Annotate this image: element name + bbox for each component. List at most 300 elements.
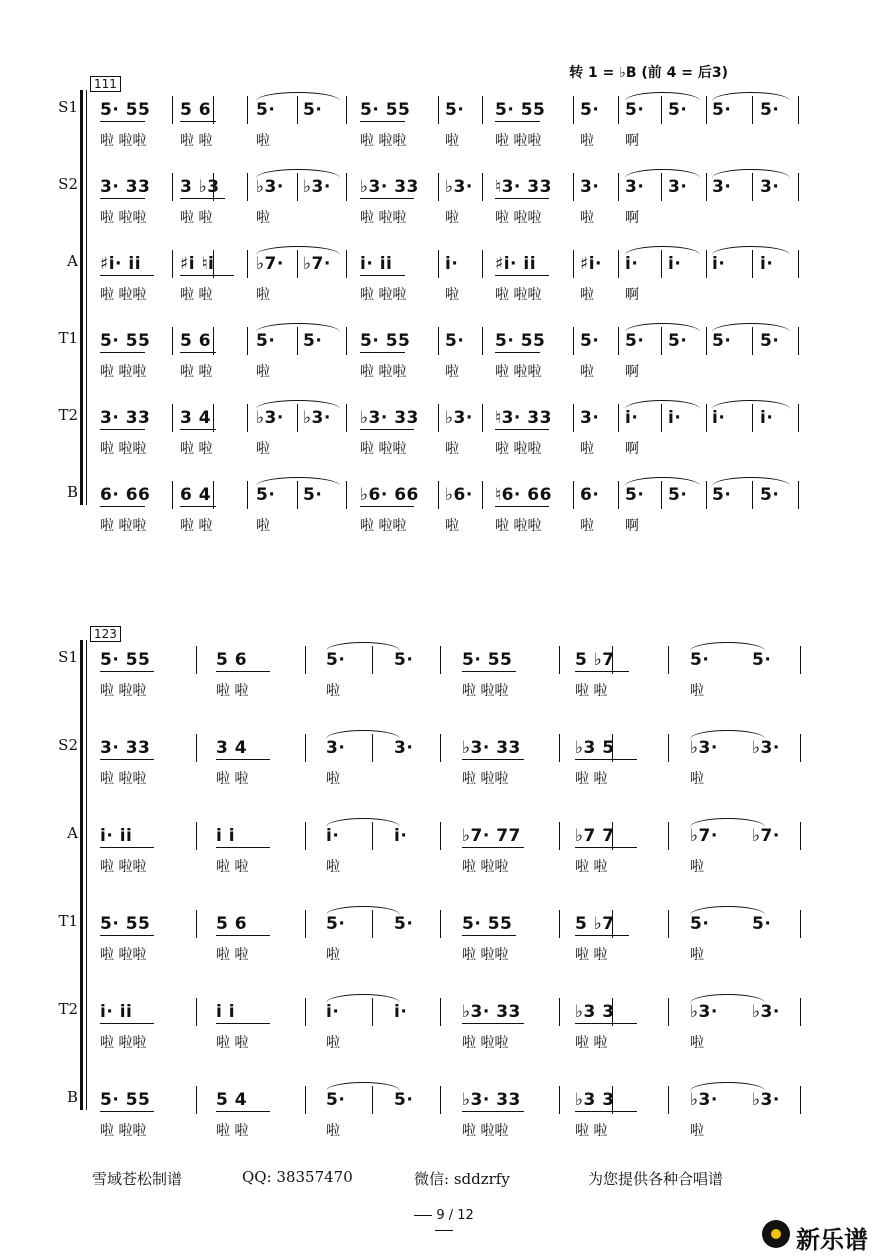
voice-part-a: [0, 822, 888, 892]
tie-slur: [625, 169, 700, 178]
note-group: ♭3 5: [575, 738, 615, 758]
tie-slur: [625, 477, 700, 486]
tie-slur: [326, 906, 400, 915]
tie-slur: [256, 92, 340, 101]
beam-underline: [462, 759, 524, 760]
note-group: ♯i· ii: [100, 254, 142, 274]
bar-line: [438, 481, 439, 509]
bar-line: [440, 1086, 441, 1114]
beam-underline: [360, 352, 405, 353]
lyric: 啦 啦: [216, 771, 249, 787]
slogan: 为您提供各种合唱谱: [588, 1170, 724, 1188]
lyric: 啦 啦啦: [495, 364, 542, 380]
note-group: ♭3·: [303, 408, 331, 428]
note-group: 6·: [580, 485, 600, 505]
lyric: 啦: [580, 518, 594, 534]
lyric: 啦 啦啦: [360, 441, 407, 457]
lyric: 啦 啦啦: [462, 683, 509, 699]
tie-slur: [712, 323, 790, 332]
lyric: 啦 啦: [180, 133, 213, 149]
voice-part-t2: [0, 404, 888, 474]
bar-line: [247, 481, 248, 509]
note-group: 5·: [580, 100, 600, 120]
lyric: 啦 啦啦: [100, 287, 147, 303]
tie-slur: [256, 323, 340, 332]
voice-part-t1: [0, 910, 888, 980]
lyric: 啦: [445, 518, 459, 534]
lyric: 啦 啦: [575, 771, 608, 787]
bar-line: [706, 404, 707, 432]
note-group: i i: [216, 1002, 236, 1022]
maker-credit: 雪域苍松制谱: [92, 1170, 183, 1188]
note-group: ♭6· 66: [360, 485, 419, 505]
note-group: i·: [668, 408, 682, 428]
bar-line: [440, 910, 441, 938]
note-group: ♭3·: [752, 1090, 780, 1110]
bar-line: [800, 998, 801, 1026]
note-group: ♭3· 33: [462, 1090, 521, 1110]
note-group: i·: [625, 408, 639, 428]
page-number: [404, 1208, 484, 1238]
note-group: 5·: [760, 100, 780, 120]
note-group: 5·: [752, 650, 772, 670]
bar-line: [798, 96, 799, 124]
note-group: ♭7·: [752, 826, 780, 846]
bar-line: [305, 646, 306, 674]
lyric: 啦 啦啦: [100, 683, 147, 699]
bar-line: [172, 173, 173, 201]
note-group: 5 ♭7: [575, 650, 615, 670]
note-group: 5 6: [216, 650, 248, 670]
lyric: 啦: [445, 364, 459, 380]
note-group: ♭7·: [256, 254, 284, 274]
bar-line: [668, 998, 669, 1026]
beam-underline: [575, 759, 637, 760]
note-group: ♭7· 77: [462, 826, 521, 846]
tie-slur: [256, 477, 340, 486]
bar-line: [213, 327, 214, 355]
lyric: 啦: [445, 210, 459, 226]
note-group: ♯i ♮i: [180, 254, 215, 274]
bar-line: [573, 481, 574, 509]
beam-underline: [216, 935, 270, 936]
note-group: ♭7 7: [575, 826, 615, 846]
part-label: A: [67, 252, 78, 270]
lyric: 啦 啦啦: [360, 210, 407, 226]
bar-line: [559, 910, 560, 938]
bar-line: [438, 173, 439, 201]
lyric: 啦 啦: [180, 441, 213, 457]
measure-number: 123: [90, 626, 121, 642]
lyric: 啦 啦啦: [100, 859, 147, 875]
lyric: 啦 啦: [575, 859, 608, 875]
note-group: ♮6· 66: [495, 485, 552, 505]
bar-line: [247, 96, 248, 124]
bar-line: [559, 822, 560, 850]
bar-line: [800, 822, 801, 850]
note-group: 5 ♭7: [575, 914, 615, 934]
lyric: 啦 啦啦: [360, 287, 407, 303]
lyric: 啦: [326, 1035, 340, 1051]
lyric: 啦 啦啦: [100, 210, 147, 226]
tie-slur: [256, 246, 340, 255]
voice-part-a: [0, 250, 888, 320]
lyric: 啦 啦啦: [495, 287, 542, 303]
bar-line: [172, 250, 173, 278]
lyric: 啦 啦啦: [360, 364, 407, 380]
beam-underline: [216, 759, 270, 760]
note-group: 3·: [580, 408, 600, 428]
bar-line: [172, 481, 173, 509]
note-group: i· ii: [100, 826, 133, 846]
bar-line: [440, 822, 441, 850]
tie-slur: [625, 246, 700, 255]
key-modulation: 转 1 = ♭B (前 4 = 后3): [569, 65, 728, 81]
beam-underline: [100, 275, 154, 276]
lyric: 啦 啦: [180, 287, 213, 303]
record-disc-icon: [762, 1220, 790, 1248]
note-group: 3·: [760, 177, 780, 197]
bar-line: [247, 173, 248, 201]
tie-slur: [712, 92, 790, 101]
note-group: ♭3·: [690, 738, 718, 758]
beam-underline: [360, 198, 414, 199]
beam-underline: [495, 506, 549, 507]
note-group: 5·: [712, 331, 732, 351]
bar-line: [346, 404, 347, 432]
note-group: 5·: [303, 331, 323, 351]
bar-line: [172, 96, 173, 124]
bar-line: [618, 481, 619, 509]
bar-line: [482, 404, 483, 432]
part-label: T2: [58, 406, 78, 424]
beam-underline: [100, 1023, 154, 1024]
note-group: 5·: [256, 331, 276, 351]
note-group: 3·: [712, 177, 732, 197]
beam-underline: [462, 671, 516, 672]
bar-line: [668, 910, 669, 938]
voice-part-b: [0, 481, 888, 551]
beam-underline: [100, 1111, 154, 1112]
note-group: ♮3· 33: [495, 408, 552, 428]
bar-line: [800, 734, 801, 762]
bar-line: [440, 998, 441, 1026]
note-group: ♭3 3: [575, 1002, 615, 1022]
bar-line: [213, 404, 214, 432]
lyric: 啦 啦啦: [100, 1035, 147, 1051]
note-group: 5· 55: [495, 100, 546, 120]
beam-underline: [462, 1023, 524, 1024]
bar-line: [573, 250, 574, 278]
tie-slur: [625, 92, 700, 101]
note-group: 5·: [625, 331, 645, 351]
lyric: 啊: [625, 133, 639, 149]
bar-line: [618, 404, 619, 432]
bar-line: [346, 250, 347, 278]
bar-line: [706, 96, 707, 124]
lyric: 啦 啦啦: [360, 133, 407, 149]
lyric: 啦 啦: [575, 683, 608, 699]
tie-slur: [690, 994, 765, 1003]
lyric: 啊: [625, 518, 639, 534]
lyric: 啦: [690, 859, 704, 875]
lyric: 啦: [326, 771, 340, 787]
lyric: 啦 啦: [575, 1123, 608, 1139]
beam-underline: [180, 506, 216, 507]
beam-underline: [100, 759, 154, 760]
tie-slur: [256, 400, 340, 409]
bar-line: [618, 96, 619, 124]
beam-underline: [100, 429, 145, 430]
bar-line: [706, 250, 707, 278]
beam-underline: [100, 671, 154, 672]
lyric: 啦 啦啦: [462, 947, 509, 963]
lyric: 啦: [326, 683, 340, 699]
lyric: 啦: [256, 441, 270, 457]
bar-line: [559, 646, 560, 674]
part-label: B: [66, 483, 78, 501]
lyric: 啦: [445, 287, 459, 303]
lyric: 啦 啦: [216, 1123, 249, 1139]
note-group: ♮3· 33: [495, 177, 552, 197]
bar-line: [196, 734, 197, 762]
tie-slur: [326, 642, 400, 651]
lyric: 啦 啦啦: [100, 1123, 147, 1139]
note-group: 5·: [668, 100, 688, 120]
note-group: 5·: [712, 485, 732, 505]
lyric: 啦: [256, 287, 270, 303]
note-group: 5· 55: [100, 100, 151, 120]
bar-line: [482, 250, 483, 278]
lyric: 啦: [256, 133, 270, 149]
note-group: 3· 33: [100, 408, 151, 428]
beam-underline: [575, 671, 629, 672]
note-group: 3·: [580, 177, 600, 197]
beam-underline: [180, 275, 234, 276]
lyric: 啦 啦啦: [495, 441, 542, 457]
note-group: 5·: [668, 485, 688, 505]
lyric: 啦: [690, 1123, 704, 1139]
bar-line: [247, 404, 248, 432]
note-group: i·: [668, 254, 682, 274]
bar-line: [798, 481, 799, 509]
note-group: ♯i·: [580, 254, 603, 274]
note-group: 5·: [760, 485, 780, 505]
note-group: 5·: [256, 100, 276, 120]
lyric: 啦 啦啦: [495, 210, 542, 226]
tie-slur: [712, 246, 790, 255]
bar-line: [196, 1086, 197, 1114]
bar-line: [618, 173, 619, 201]
bar-line: [196, 910, 197, 938]
bar-line: [346, 96, 347, 124]
beam-underline: [360, 429, 414, 430]
beam-underline: [100, 935, 154, 936]
tie-slur: [625, 400, 700, 409]
note-group: 5 6: [180, 100, 212, 120]
beam-underline: [100, 352, 145, 353]
part-label: T1: [58, 329, 78, 347]
part-label: S2: [58, 736, 78, 754]
beam-underline: [575, 847, 637, 848]
beam-underline: [100, 121, 145, 122]
note-group: 5· 55: [100, 914, 151, 934]
bar-line: [573, 327, 574, 355]
bar-line: [559, 998, 560, 1026]
beam-underline: [462, 847, 524, 848]
note-group: ♭3·: [256, 177, 284, 197]
bar-line: [438, 404, 439, 432]
bar-line: [798, 250, 799, 278]
note-group: 5·: [580, 331, 600, 351]
lyric: 啦: [326, 1123, 340, 1139]
note-group: ♭3· 33: [462, 1002, 521, 1022]
part-label: B: [66, 1088, 78, 1106]
lyric: 啦 啦: [575, 947, 608, 963]
note-group: ♭7·: [690, 826, 718, 846]
beam-underline: [462, 935, 516, 936]
bar-line: [573, 404, 574, 432]
lyric: 啦 啦啦: [360, 518, 407, 534]
note-group: ♭3·: [303, 177, 331, 197]
beam-underline: [575, 935, 629, 936]
lyric: 啦: [580, 287, 594, 303]
note-group: 5· 55: [100, 1090, 151, 1110]
tie-slur: [690, 730, 765, 739]
note-group: 5 4: [216, 1090, 248, 1110]
note-group: i·: [712, 408, 726, 428]
tie-slur: [690, 642, 765, 651]
site-logo: [762, 1218, 882, 1254]
beam-underline: [575, 1023, 637, 1024]
note-group: ♭3·: [445, 177, 473, 197]
lyric: 啦 啦啦: [462, 771, 509, 787]
part-label: S1: [58, 98, 78, 116]
lyric: 啦 啦: [216, 947, 249, 963]
beam-underline: [360, 121, 405, 122]
note-group: ♯i· ii: [495, 254, 537, 274]
lyric: 啦 啦: [180, 518, 213, 534]
bar-line: [559, 1086, 560, 1114]
bar-line: [573, 173, 574, 201]
qq-contact: QQ: 38357470: [242, 1168, 353, 1186]
bar-line: [668, 1086, 669, 1114]
tie-slur: [326, 1082, 400, 1091]
note-group: 5·: [668, 331, 688, 351]
beam-underline: [216, 1023, 270, 1024]
beam-underline: [360, 275, 405, 276]
lyric: 啦 啦: [180, 210, 213, 226]
lyric: 啦: [580, 441, 594, 457]
note-group: 5·: [303, 100, 323, 120]
note-group: i·: [445, 254, 459, 274]
bar-line: [172, 327, 173, 355]
note-group: 5·: [690, 914, 710, 934]
bar-line: [346, 173, 347, 201]
note-group: 3· 33: [100, 738, 151, 758]
lyric: 啊: [625, 210, 639, 226]
bar-line: [346, 327, 347, 355]
bar-line: [482, 327, 483, 355]
note-group: 3 ♭3: [180, 177, 220, 197]
note-group: i·: [394, 1002, 408, 1022]
note-group: ♭3·: [752, 738, 780, 758]
note-group: 3· 33: [100, 177, 151, 197]
tie-slur: [256, 169, 340, 178]
note-group: 5·: [394, 650, 414, 670]
beam-underline: [575, 1111, 637, 1112]
bar-line: [706, 327, 707, 355]
lyric: 啦: [580, 364, 594, 380]
note-group: 3·: [394, 738, 414, 758]
lyric: 啊: [625, 287, 639, 303]
lyric: 啦: [445, 133, 459, 149]
part-label: T1: [58, 912, 78, 930]
note-group: 5· 55: [495, 331, 546, 351]
note-group: 5·: [445, 331, 465, 351]
measure-number: 111: [90, 76, 121, 92]
note-group: 5·: [326, 1090, 346, 1110]
bar-line: [482, 481, 483, 509]
note-group: 5·: [752, 914, 772, 934]
note-group: i·: [394, 826, 408, 846]
beam-underline: [100, 198, 145, 199]
logo-text: 新乐谱: [796, 1226, 868, 1254]
tie-slur: [690, 1082, 765, 1091]
beam-underline: [462, 1111, 524, 1112]
note-group: 5· 55: [462, 914, 513, 934]
bar-line: [440, 646, 441, 674]
tie-slur: [712, 477, 790, 486]
tie-slur: [690, 818, 765, 827]
note-group: 5·: [394, 1090, 414, 1110]
bar-line: [482, 96, 483, 124]
lyric: 啦 啦: [216, 1035, 249, 1051]
voice-part-s1: [0, 646, 888, 716]
note-group: 5·: [712, 100, 732, 120]
bar-line: [798, 327, 799, 355]
voice-part-s2: [0, 173, 888, 243]
beam-underline: [495, 121, 540, 122]
beam-underline: [216, 671, 270, 672]
lyric: 啊: [625, 441, 639, 457]
part-label: A: [67, 824, 78, 842]
lyric: 啦: [690, 1035, 704, 1051]
note-group: ♭3·: [752, 1002, 780, 1022]
bar-line: [305, 998, 306, 1026]
tie-slur: [690, 906, 765, 915]
bar-line: [305, 734, 306, 762]
lyric: 啦 啦: [216, 859, 249, 875]
bar-line: [213, 96, 214, 124]
part-label: S2: [58, 175, 78, 193]
note-group: 5· 55: [360, 331, 411, 351]
lyric: 啦 啦: [180, 364, 213, 380]
voice-part-s1: [0, 96, 888, 166]
tie-slur: [326, 818, 400, 827]
bar-line: [440, 734, 441, 762]
note-group: ♭3· 33: [360, 408, 419, 428]
bar-line: [573, 96, 574, 124]
lyric: 啦: [256, 518, 270, 534]
note-group: ♭3· 33: [360, 177, 419, 197]
note-group: i i: [216, 826, 236, 846]
note-group: 5· 55: [100, 650, 151, 670]
lyric: 啦: [256, 364, 270, 380]
note-group: ♭3·: [690, 1002, 718, 1022]
voice-part-b: [0, 1086, 888, 1156]
note-group: ♭3·: [445, 408, 473, 428]
